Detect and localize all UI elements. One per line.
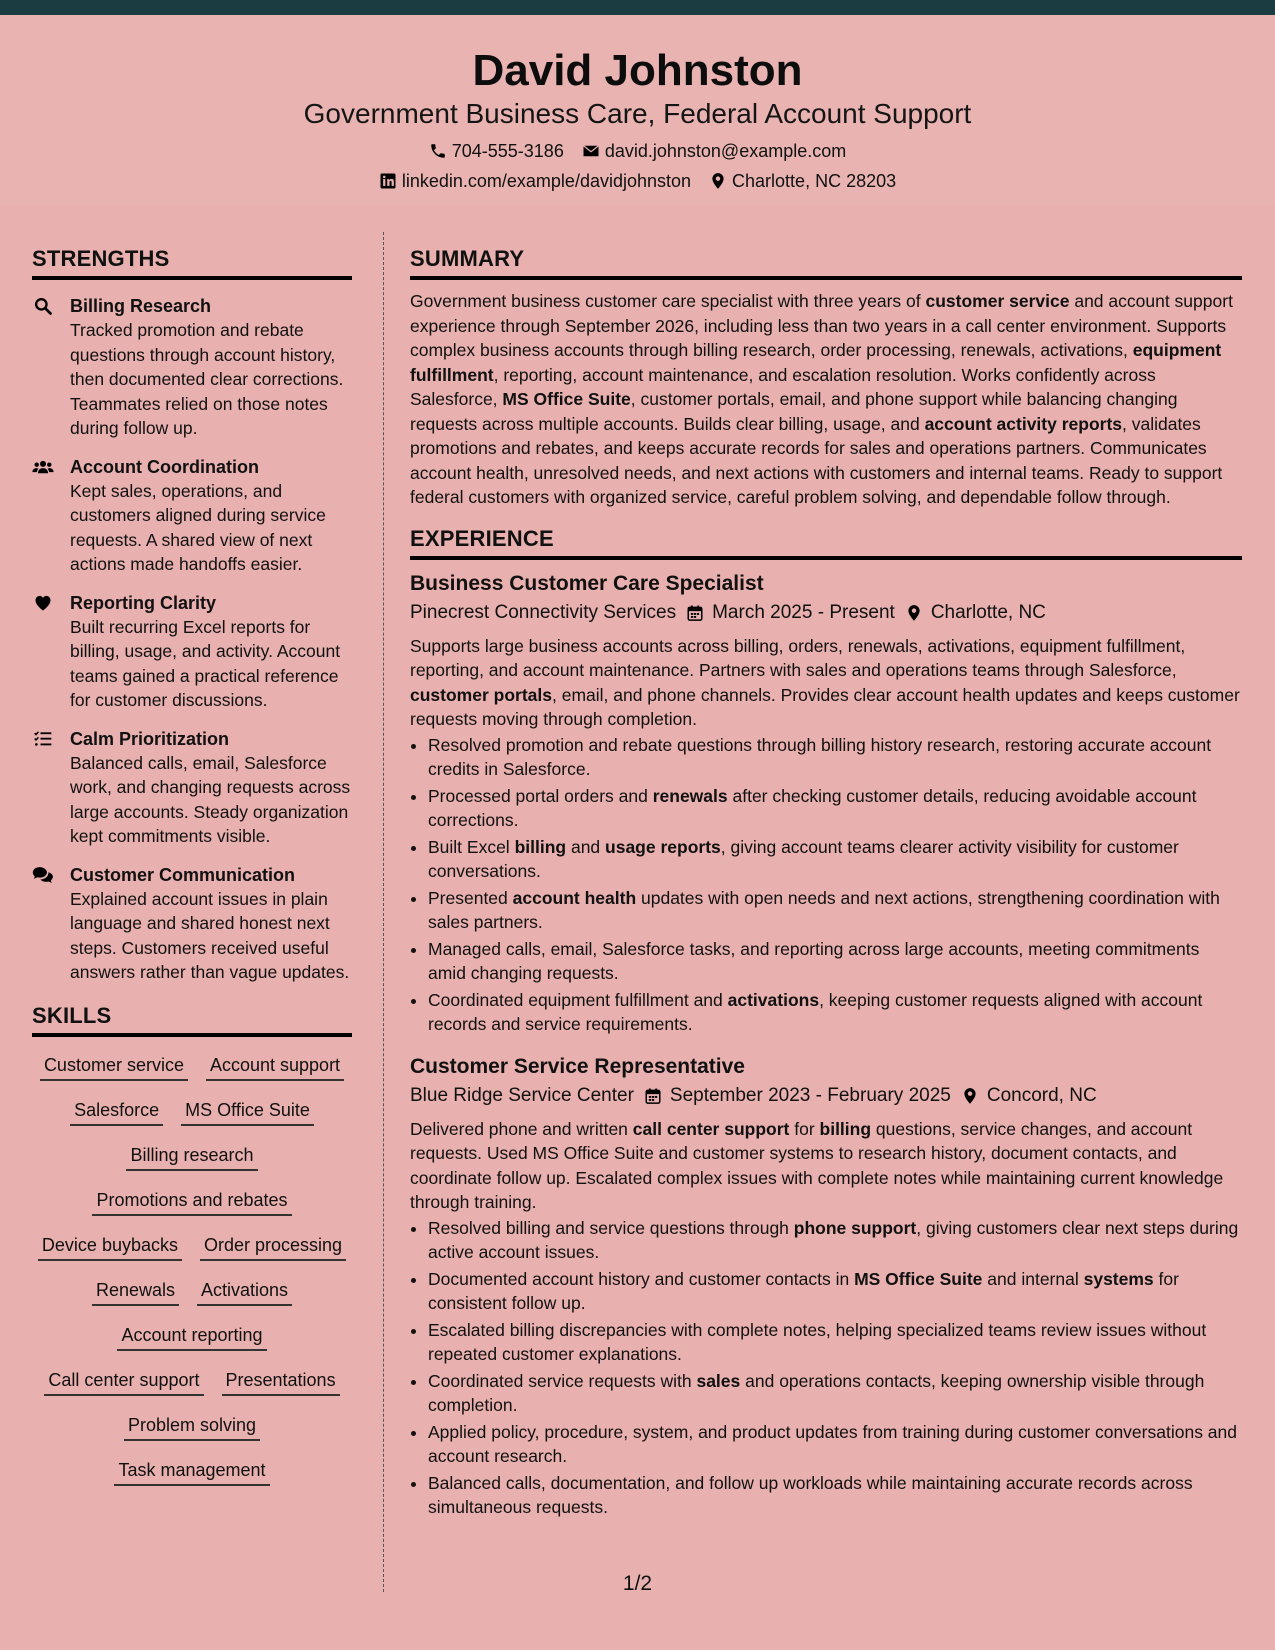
skill-row — [32, 1317, 352, 1362]
resume-header — [0, 15, 1275, 205]
users-icon — [32, 457, 54, 477]
job-bullets — [410, 733, 1242, 1037]
job-bullet: • Presented account health updates with open needs and next actions, strengthening coordination with sales partners. — [428, 886, 1242, 935]
checklist-icon — [32, 729, 54, 749]
map-pin-icon — [961, 1086, 979, 1106]
skill-row — [32, 1047, 352, 1092]
job-bullet: • Processed portal orders and renewals after checking customer details, reducing avoidable account corrections. — [428, 784, 1242, 833]
skills-list — [32, 1047, 352, 1497]
job-location: Charlotte, NC — [930, 601, 1046, 623]
strength-item — [32, 455, 352, 577]
skill-row — [32, 1092, 352, 1137]
linkedin-contact[interactable] — [379, 170, 691, 192]
calendar-icon — [644, 1086, 662, 1106]
skill-tag: Promotions and rebates — [92, 1188, 291, 1216]
comments-icon — [32, 865, 54, 885]
skill-row — [32, 1407, 352, 1452]
strength-item — [32, 863, 352, 985]
phone-contact — [429, 140, 564, 162]
job-bullet: • Coordinated equipment fulfillment and activations, keeping customer requests aligned with account records and service requirements. — [428, 988, 1242, 1037]
strengths-list — [32, 294, 352, 985]
experience-heading: EXPERIENCE — [410, 526, 1242, 560]
top-bar — [0, 0, 1275, 15]
job-title: Customer Service Representative — [410, 1054, 745, 1078]
job-bullet: • Balanced calls, documentation, and follow up workloads while maintaining accurate records across simultaneous requests. — [428, 1471, 1242, 1520]
phone-icon — [429, 142, 447, 160]
job-company: Blue Ridge Service Center — [410, 1084, 634, 1106]
skill-tag: Salesforce — [70, 1098, 163, 1126]
summary-heading: SUMMARY — [410, 246, 1242, 280]
job-bullet: • Escalated billing discrepancies with complete notes, helping specialized teams review issues without repeated customer explanations. — [428, 1318, 1242, 1367]
job-bullet: • Resolved billing and service questions through phone support, giving customers clear next steps during active account issues. — [428, 1216, 1242, 1265]
search-icon — [32, 296, 54, 316]
strength-description: Balanced calls, email, Salesforce work, and changing requests across large accounts. Steady organization kept commitments visible. — [70, 752, 351, 846]
skill-tag: Account reporting — [117, 1323, 266, 1351]
location-text: Charlotte, NC 28203 — [732, 171, 897, 191]
candidate-title: Government Business Care, Federal Account Support — [303, 98, 972, 129]
strength-title: Calm Prioritization — [70, 728, 230, 749]
heart-icon — [32, 593, 54, 613]
skill-row — [32, 1137, 352, 1182]
strength-title: Reporting Clarity — [70, 592, 217, 613]
email-contact[interactable] — [582, 140, 846, 162]
skill-tag: Account support — [206, 1053, 344, 1081]
skill-tag: Device buybacks — [38, 1233, 182, 1261]
job-bullets — [410, 1216, 1242, 1520]
skill-tag: Customer service — [40, 1053, 188, 1081]
left-column — [32, 246, 352, 1497]
skill-tag: MS Office Suite — [181, 1098, 314, 1126]
skill-tag: Call center support — [44, 1368, 203, 1396]
job-entry — [410, 570, 1242, 1037]
skill-row — [32, 1452, 352, 1497]
skill-tag: Billing research — [126, 1143, 257, 1171]
skill-tag: Presentations — [222, 1368, 340, 1396]
page-number: 1/2 — [622, 1572, 653, 1595]
strength-item — [32, 591, 352, 713]
linkedin-icon — [379, 172, 397, 190]
skill-tag: Order processing — [200, 1233, 346, 1261]
skill-tag: Task management — [114, 1458, 269, 1486]
job-meta — [410, 600, 1242, 626]
candidate-name: David Johnston — [472, 46, 803, 95]
job-bullet: • Managed calls, email, Salesforce tasks, and reporting across large accounts, meeting commitments amid changing requests. — [428, 937, 1242, 986]
strength-title: Account Coordination — [70, 456, 259, 477]
skill-row — [32, 1227, 352, 1272]
job-description: Delivered phone and written call center support for billing questions, service changes, and account requests. Used MS Office Suite and customer systems to research history, document contacts, and coordinate follow up. Escalated complex issues with complete notes while maintaining current knowledge through training. — [410, 1118, 1224, 1212]
strength-description: Built recurring Excel reports for billing, usage, and activity. Account teams gained a practical reference for customer discussions. — [70, 616, 341, 710]
job-title: Business Customer Care Specialist — [410, 571, 764, 595]
strength-description: Tracked promotion and rebate questions through account history, then documented clear corrections. Teammates relied on those notes during follow up. — [70, 320, 344, 438]
job-description: Supports large business accounts across billing, orders, renewals, activations, equipment fulfillment, reporting, and account maintenance. Partners with sales and operations teams through Salesforce, customer portals, email, and phone channels. Provides clear account health updates and keeps customer requests moving through completion. — [410, 635, 1240, 729]
job-entry — [410, 1053, 1242, 1520]
strength-title: Billing Research — [70, 296, 212, 316]
skill-row — [32, 1362, 352, 1407]
map-pin-icon — [709, 172, 727, 190]
skill-tag: Activations — [197, 1278, 292, 1306]
strengths-heading: STRENGTHS — [32, 246, 352, 280]
contact-line-2 — [0, 170, 1275, 192]
linkedin-text: linkedin.com/example/davidjohnston — [401, 171, 692, 191]
contact-line-1 — [0, 140, 1275, 162]
skill-row — [32, 1272, 352, 1317]
skill-row — [32, 1182, 352, 1227]
skills-section — [32, 1003, 352, 1497]
job-location: Concord, NC — [986, 1084, 1097, 1106]
skills-heading: SKILLS — [32, 1003, 352, 1037]
job-dates: September 2023 - February 2025 — [669, 1084, 951, 1106]
summary-text: Government business customer care specialist with three years of customer service and account support experience through September 2026, including less than two years in a call center environment. Supports complex business accounts through billing research, order processing, renewals, activations, equipment fulfillment, reporting, account maintenance, and escalation resolution. Works confidently across Salesforce, MS Office Suite, customer portals, email, and phone support while balancing changing requests across multiple accounts. Builds clear billing, usage, and account activity reports, validates promotions and rebates, and keeps accurate records for sales and operations partners. Communicates account health, unresolved needs, and next actions with customers and internal teams. Ready to support federal customers with organized service, careful problem solving, and dependable follow through. — [410, 291, 1233, 507]
right-column — [410, 246, 1242, 1522]
envelope-icon — [582, 142, 600, 160]
calendar-icon — [686, 603, 704, 623]
job-bullet: • Applied policy, procedure, system, and product updates from training during customer conversations and account research. — [428, 1420, 1242, 1469]
experience-list — [410, 570, 1242, 1520]
skill-tag: Renewals — [92, 1278, 179, 1306]
job-bullet: • Coordinated service requests with sales and operations contacts, keeping ownership visible through completion. — [428, 1369, 1242, 1418]
job-bullet: • Built Excel billing and usage reports, giving account teams clearer activity visibility for customer conversations. — [428, 835, 1242, 884]
strength-item — [32, 294, 352, 441]
map-pin-icon — [905, 603, 923, 623]
job-meta — [410, 1083, 1242, 1109]
job-bullet: • Resolved promotion and rebate questions through billing history research, restoring accurate account credits in Salesforce. — [428, 733, 1242, 782]
strength-title: Customer Communication — [70, 864, 296, 885]
strength-description: Explained account issues in plain language and shared honest next steps. Customers received useful answers rather than vague updates. — [70, 888, 350, 982]
phone-text: 704-555-3186 — [451, 141, 564, 161]
job-dates: March 2025 - Present — [712, 601, 895, 623]
job-company: Pinecrest Connectivity Services — [410, 601, 677, 623]
location-contact — [709, 170, 896, 192]
email-text: david.johnston@example.com — [604, 141, 847, 161]
job-bullet: • Documented account history and customer contacts in MS Office Suite and internal systems for consistent follow up. — [428, 1267, 1242, 1316]
column-divider — [383, 232, 384, 1592]
strength-description: Kept sales, operations, and customers aligned during service requests. A shared view of next actions made handoffs easier. — [70, 480, 326, 574]
skill-tag: Problem solving — [124, 1413, 260, 1441]
strength-item — [32, 727, 352, 849]
